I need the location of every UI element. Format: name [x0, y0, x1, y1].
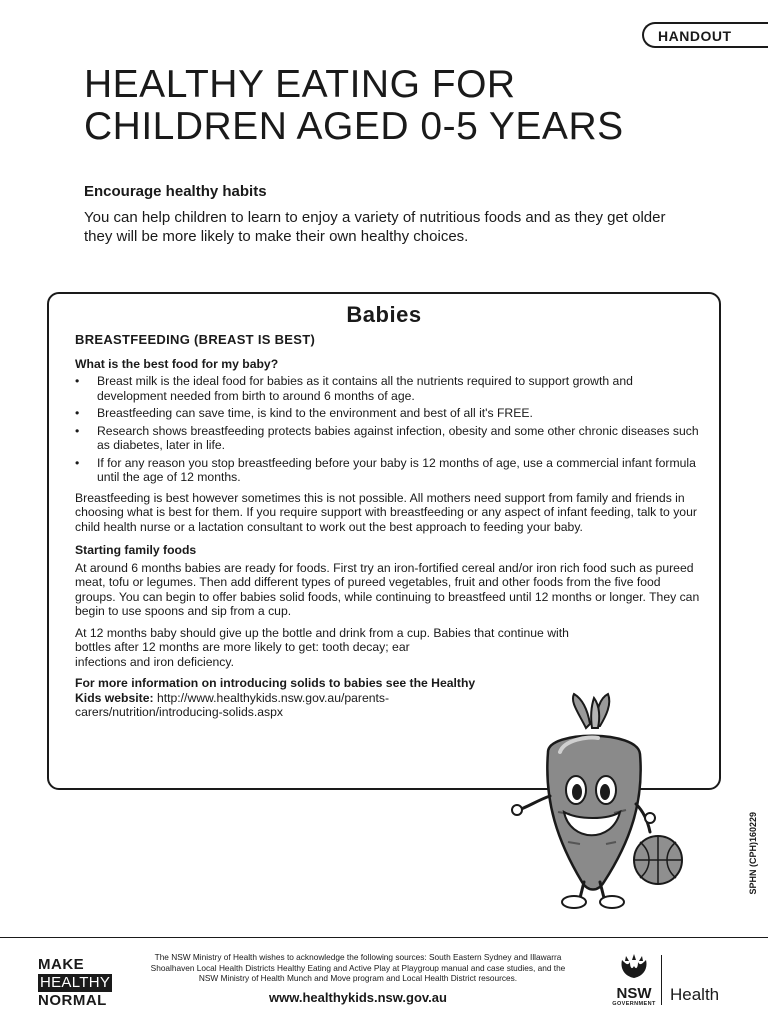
title-line-1: HEALTHY EATING FOR: [84, 63, 516, 106]
bottle-line-2: bottles after 12 months are more likely to get: tooth decay; ear: [75, 640, 410, 654]
footer-divider: [0, 937, 768, 938]
list-item: • Breast milk is the ideal food for babies as it contains all the nutrients required to support growth and development needed from birth to around 6 months of age.: [75, 374, 703, 403]
healthy-kids-solids-link[interactable]: http://www.healthykids.nsw.gov.au/parents-carers/nutrition/introducing-solids.aspx: [75, 690, 390, 719]
intro-text: You can help children to learn to enjoy a variety of nutritious foods and as they get older they will be more likely to make their own healthy choices.: [84, 209, 666, 245]
list-item: • Breastfeeding can save time, is kind to the environment and best of all it's FREE.: [75, 406, 703, 421]
title-line-2: CHILDREN AGED 0-5 YEARS: [84, 105, 624, 148]
bottle-paragraph: [75, 626, 703, 670]
footer-website-link[interactable]: www.healthykids.nsw.gov.au: [269, 990, 447, 1005]
more-info: [75, 676, 495, 720]
page-title: [84, 64, 724, 148]
government-label: GOVERNMENT: [612, 1001, 656, 1007]
babies-card-content: [75, 333, 703, 720]
breastfeeding-bullet-list: [75, 374, 703, 485]
breastfeeding-support-paragraph: Breastfeeding is best however sometimes this is not possible. All mothers need support from family and friends in choosing what is best for them. If you require support with breastfeeding or any aspect of infant feeding, talk to your child health nurse or a lactation consultant to work out the best approach to feeding your baby.: [75, 490, 697, 534]
document-code: SPHN (CPH)160229: [748, 812, 758, 895]
logo-line-normal: NORMAL: [38, 992, 107, 1009]
list-item: • Research shows breastfeeding protects babies against infection, obesity and some other chronic diseases such as diabetes, later in life.: [75, 424, 703, 453]
list-item: • If for any reason you stop breastfeeding before your baby is 12 months of age, use a commercial infant formula until the age of 12 months.: [75, 456, 703, 485]
babies-card-title: Babies: [346, 302, 422, 327]
starting-family-foods-heading: Starting family foods: [75, 543, 197, 557]
make-healthy-normal-logo: [38, 956, 118, 1010]
bottle-line-1: At 12 months baby should give up the bottle and drink from a cup. Babies that continue with: [75, 625, 569, 640]
intro-heading: Encourage healthy habits: [84, 183, 267, 200]
handout-tag: HANDOUT: [642, 22, 768, 48]
health-label: Health: [670, 985, 720, 1004]
nsw-government-logo: [604, 952, 664, 1007]
breastfeeding-heading: BREASTFEEDING (BREAST IS BEST): [75, 332, 316, 347]
best-food-question: What is the best food for my baby?: [75, 356, 279, 371]
logo-line-make: MAKE: [38, 956, 85, 973]
acknowledgement-text: The NSW Ministry of Health wishes to acknowledge the following sources: South Eastern Sydney and Illawarra Shoalhaven Local Health Districts Healthy Eating and Active Play at Playgroup manual and case studies, and the NSW Ministry of Health Munch and Move program and Local Health District resources.: [150, 952, 566, 983]
carrot-mascot-illustration: [508, 692, 688, 914]
starting-foods-paragraph: At around 6 months babies are ready for foods. First try an iron-fortified cereal and/or iron rich food such as pureed meat, tofu or legumes. Then add different types of pureed vegetables, fruit and other foods from the five food groups. You can begin to offer babies solid foods, while continuing to breastfeed until 12 months or longer. They can begin to use spoons and sip from a cup.: [75, 560, 700, 618]
bottle-line-3: infections and iron deficiency.: [75, 654, 234, 669]
more-info-label: For more information on introducing solids to babies see the Healthy Kids website:: [75, 676, 476, 705]
logo-line-healthy: HEALTHY: [40, 974, 111, 991]
waratah-icon: [614, 952, 654, 980]
nsw-label: NSW: [616, 985, 652, 1002]
logo-divider: [661, 955, 662, 1005]
